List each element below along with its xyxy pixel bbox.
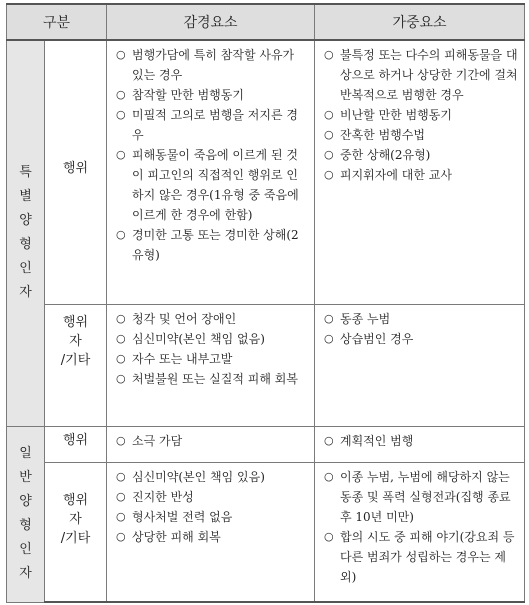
general-actor-mitigating-list — [107, 463, 314, 551]
list-item: ○ 심신미약(본인 책임 있음) — [116, 469, 265, 484]
general-act-mitigating-list — [107, 427, 314, 455]
general-factors-label: 일 반 양 형 인 자 — [7, 426, 45, 602]
list-item: ○ 처벌불원 또는 실질적 피해 회복 — [116, 371, 298, 386]
list-item: ○ 합의 시도 중 피해 야기(강요죄 등 다른 범죄가 성립하는 경우는 제외) — [324, 529, 515, 584]
list-item: ○ 동종 누범 — [324, 311, 391, 326]
special-factors-label: 특 별 양 형 인 자 — [7, 40, 45, 426]
list-item: ○ 청각 및 언어 장애인 — [116, 311, 237, 326]
list-item: ○ 상당한 피해 회복 — [116, 529, 221, 544]
special-actor-aggravating-list — [315, 305, 524, 353]
general-act-label: 행위 — [45, 426, 107, 462]
list-item: ○ 피해동물이 죽음에 이르게 된 것이 피고인의 직접적인 행위로 인하지 않은 경우(1유형 중 죽음에 이르게 한 경우에 한함) — [116, 148, 299, 222]
special-act-label: 행위 — [45, 40, 107, 304]
list-item: ○ 불특정 또는 다수의 피해동물을 대상으로 하거나 상당한 기간에 걸쳐 반복적으로 범행한 경우 — [324, 48, 518, 102]
special-act-aggravating-cell — [315, 40, 525, 304]
special-act-aggravating-list — [315, 41, 524, 189]
special-actor-mitigating-list — [107, 305, 314, 393]
list-item: ○ 소극 가담 — [116, 433, 183, 448]
list-item: ○ 참작할 만한 범행동기 — [116, 88, 244, 102]
special-act-row — [7, 40, 525, 304]
general-act-aggravating-list — [315, 427, 524, 455]
sentencing-factors-table-wrapper — [6, 3, 525, 603]
general-actor-label: 행위 자 /기타 — [45, 462, 107, 602]
general-act-row — [7, 426, 525, 462]
list-item: ○ 자수 또는 내부고발 — [116, 351, 233, 366]
special-actor-label: 행위 자 /기타 — [45, 304, 107, 426]
header-row — [7, 4, 525, 40]
general-actor-aggravating-list — [315, 463, 524, 591]
header-mitigating: 감경요소 — [107, 4, 315, 40]
general-act-mitigating-cell — [107, 426, 315, 462]
special-actor-mitigating-cell — [107, 304, 315, 426]
list-item: ○ 잔혹한 범행수법 — [324, 128, 425, 142]
general-actor-aggravating-cell — [315, 462, 525, 602]
special-actor-aggravating-cell — [315, 304, 525, 426]
header-category: 구분 — [7, 4, 107, 40]
list-item: ○ 계획적인 범행 — [324, 433, 414, 448]
list-item: ○ 피지휘자에 대한 교사 — [324, 168, 452, 182]
special-act-mitigating-list — [107, 41, 314, 269]
list-item: ○ 형사처벌 전력 없음 — [116, 509, 233, 524]
list-item: ○ 중한 상해(2유형) — [324, 148, 431, 162]
list-item: ○ 이종 누범, 누범에 해당하지 않는 동종 및 폭력 실형전과(집행 종료 후 10년 미만) — [324, 469, 511, 524]
general-act-aggravating-cell — [315, 426, 525, 462]
list-item: ○ 미필적 고의로 범행을 저지른 경우 — [116, 108, 298, 142]
special-act-mitigating-cell — [107, 40, 315, 304]
list-item: ○ 심신미약(본인 책임 없음) — [116, 331, 265, 346]
general-actor-row — [7, 462, 525, 602]
sentencing-factors-table — [6, 3, 525, 603]
list-item: ○ 진지한 반성 — [116, 489, 194, 504]
list-item: ○ 상습범인 경우 — [324, 331, 414, 346]
general-actor-mitigating-cell — [107, 462, 315, 602]
special-actor-row — [7, 304, 525, 426]
list-item: ○ 경미한 고통 또는 경미한 상해(2유형) — [116, 228, 299, 262]
list-item: ○ 비난할 만한 범행동기 — [324, 108, 452, 122]
list-item: ○ 범행가담에 특히 참작할 사유가 있는 경우 — [116, 48, 295, 82]
header-aggravating: 가중요소 — [315, 4, 525, 40]
